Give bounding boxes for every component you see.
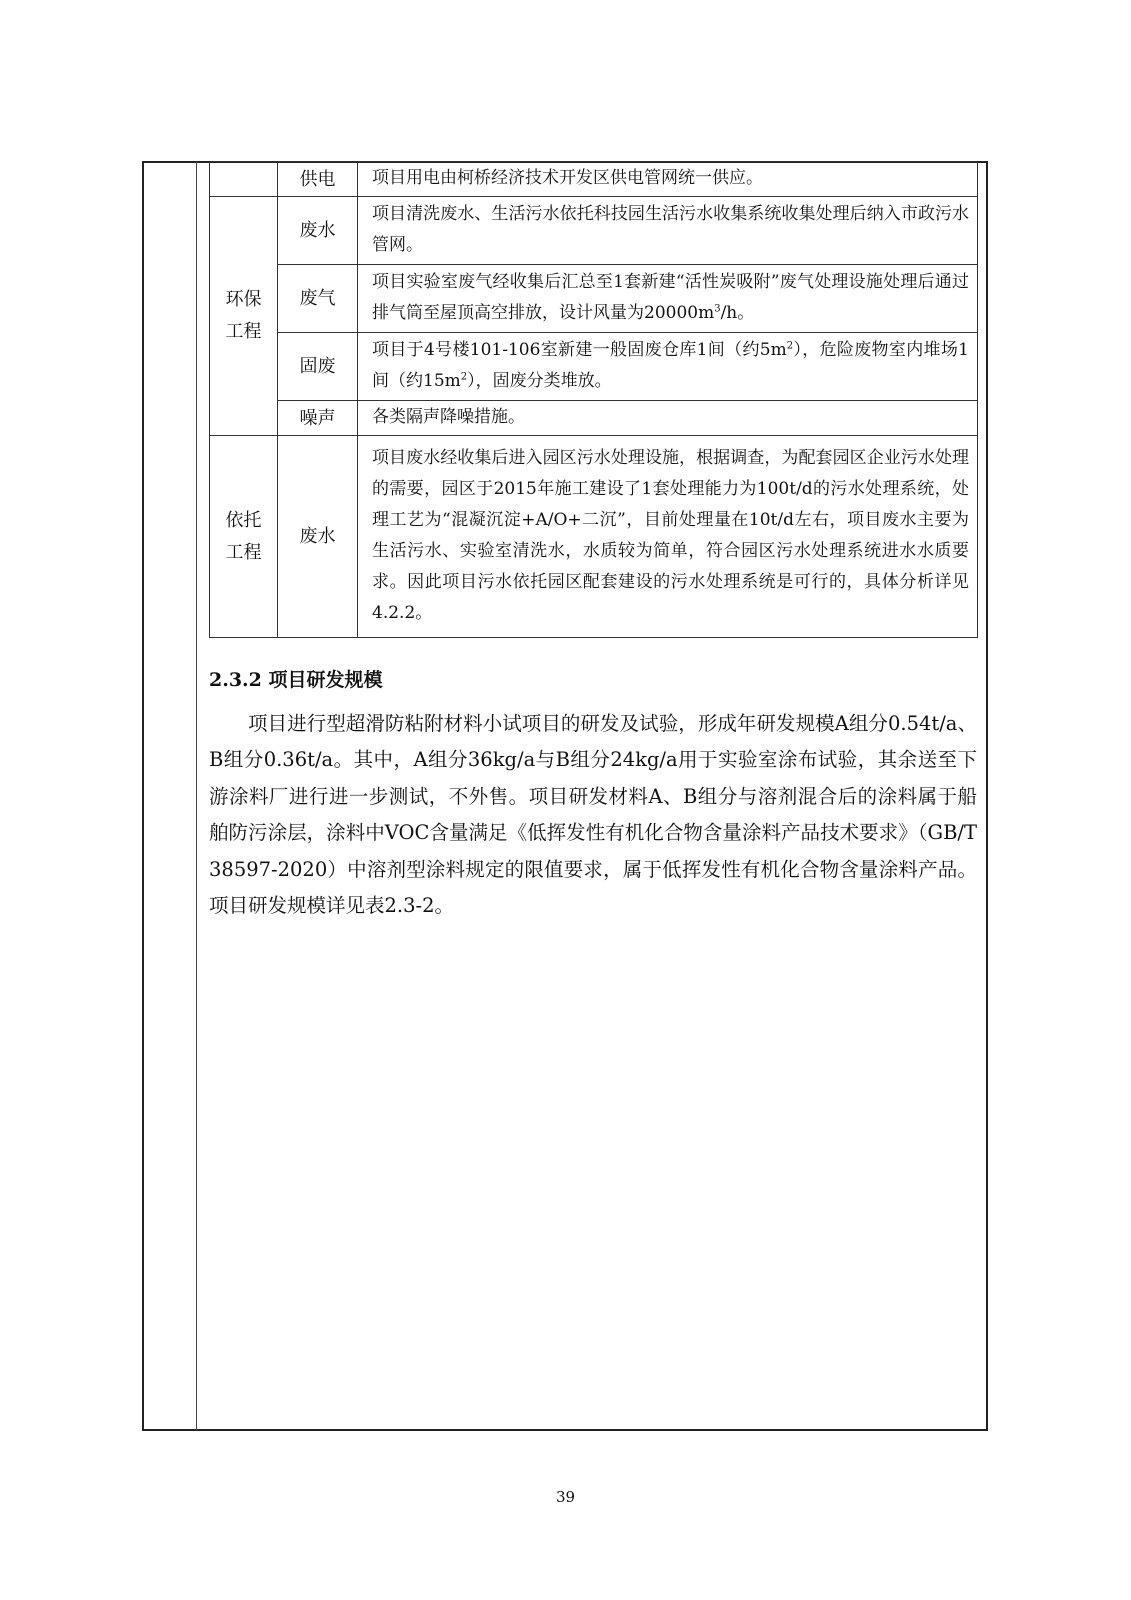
category-line: 工程 (225, 541, 262, 563)
item-cell: 废水 (278, 197, 358, 265)
engineering-table (209, 161, 978, 638)
category-line: 环保 (225, 289, 262, 310)
frame-inner-rule (196, 161, 197, 1431)
page-number: 39 (555, 1488, 576, 1506)
category-line: 工程 (225, 321, 262, 342)
table-row (210, 197, 978, 265)
category-cell (210, 436, 278, 638)
desc-cell: 项目用电由柯桥经济技术开发区供电管网统一供应。 (358, 162, 978, 197)
section-paragraph: 项目进行型超滑防粘附材料小试项目的研发及试验，形成年研发规模A组分0.54t/a、B组分0.36t/a。其中，A组分36kg/a与B组分24kg/a用于实验室涂布试验，其余送至下游涂料厂进行进一步测试，不外售。项目研发材料A、B组分与溶剂混合后的涂料属于船舶防污涂层，涂料中VOC含量满足《低挥发性有机化合物含量涂料产品技术要求》（GB/T 38597-2020）中溶剂型涂料规定的限值要求，属于低挥发性有机化合物含量涂料产品。项目研发规模详见表2.3-2。 (209, 712, 977, 918)
item-cell: 废水 (278, 436, 358, 638)
item-cell: 噪声 (278, 401, 358, 436)
table-row (210, 162, 978, 197)
item-cell: 固废 (278, 333, 358, 401)
table-row (210, 436, 978, 638)
table-row (210, 333, 978, 401)
table-row (210, 265, 978, 333)
category-cell (210, 162, 278, 197)
category-line: 依托 (225, 509, 262, 531)
desc-cell: 项目实验室废气经收集后汇总至1套新建“活性炭吸附”废气处理设施处理后通过排气筒至屋顶高空排放，设计风量为$20000m^3/h$。 (358, 265, 978, 333)
section-heading: 2.3.2 项目研发规模 (209, 669, 383, 691)
item-cell: 供电 (278, 162, 358, 197)
item-cell: 废气 (278, 265, 358, 333)
desc-cell: 各类隔声降噪措施。 (358, 401, 978, 436)
desc-cell: 项目废水经收集后进入园区污水处理设施，根据调查，为配套园区企业污水处理的需要，园区于2015年施工建设了1套处理能力为100t/d的污水处理系统，处理工艺为“混凝沉淀+A/O+二沉”，目前处理量在10t/d左右，项目废水主要为生活污水、实验室清洗水，水质较为简单，符合园区污水处理系统进水水质要求。因此项目污水依托园区配套建设的污水处理系统是可行的，具体分析详见4.2.2。 (358, 436, 978, 638)
desc-cell: 项目清洗废水、生活污水依托科技园生活污水收集系统收集处理后纳入市政污水管网。 (358, 197, 978, 265)
category-cell (210, 197, 278, 436)
desc-cell: 项目于4号楼101-106室新建一般固废仓库1间（约$5m^2$），危险废物室内堆场1间（约$15m^2$），固废分类堆放。 (358, 333, 978, 401)
table-row (210, 401, 978, 436)
